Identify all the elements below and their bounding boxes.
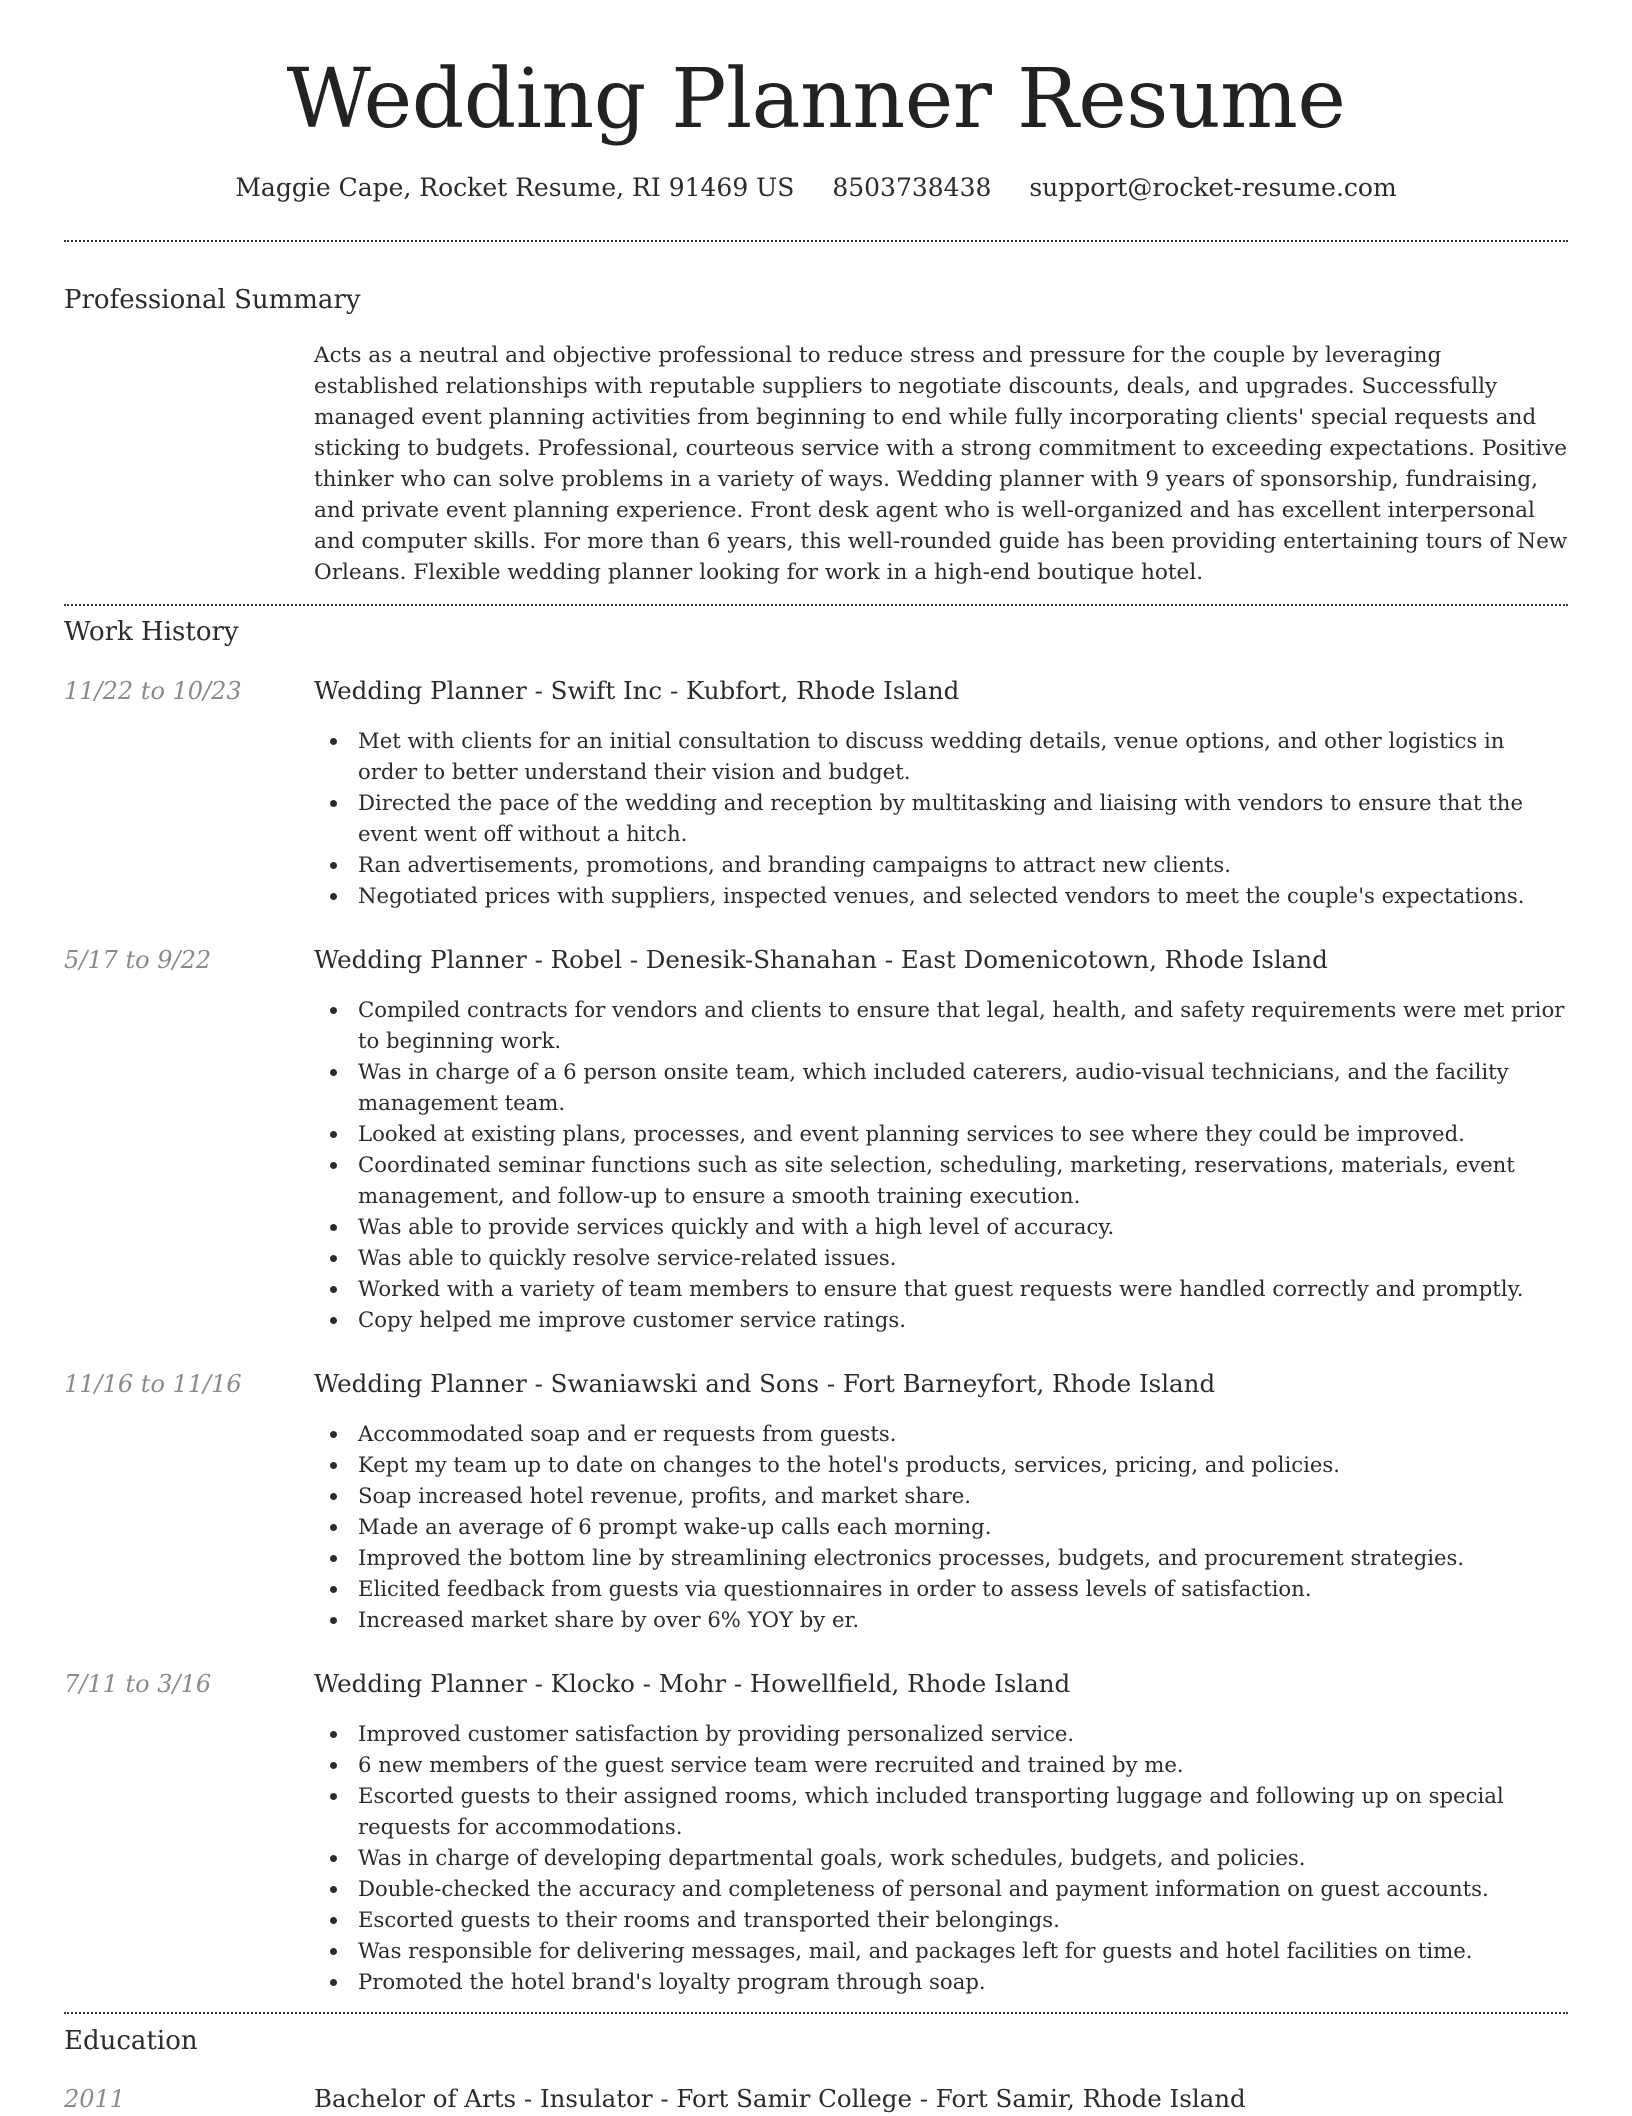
job-dates: 7/11 to 3/16 — [64, 1670, 212, 1698]
resume-title: Wedding Planner Resume — [286, 52, 1346, 147]
contact-line — [0, 170, 1632, 206]
divider — [64, 2012, 1568, 2014]
list-item: Met with clients for an initial consultation to discuss wedding details, venue options, and other logistics in order to better understand their vision and budget. — [358, 725, 1568, 787]
list-item: Was able to quickly resolve service-related issues. — [358, 1242, 1568, 1273]
list-item: Increased market share by over 6% YOY by er. — [358, 1604, 1568, 1635]
divider — [64, 604, 1568, 606]
list-item: Accommodated soap and er requests from guests. — [358, 1418, 1568, 1449]
list-item: Compiled contracts for vendors and clients to ensure that legal, health, and safety requirements were met prior to beginning work. — [358, 994, 1568, 1056]
list-item: Elicited feedback from guests via questionnaires in order to assess levels of satisfaction. — [358, 1573, 1568, 1604]
job-title: Wedding Planner - Klocko - Mohr - Howellfield, Rhode Island — [314, 1669, 1071, 1698]
list-item: Was responsible for delivering messages, mail, and packages left for guests and hotel facilities on time. — [358, 1935, 1568, 1966]
list-item: Was in charge of developing departmental goals, work schedules, budgets, and policies. — [358, 1842, 1568, 1873]
list-item: Made an average of 6 prompt wake-up calls each morning. — [358, 1511, 1568, 1542]
education-title: Bachelor of Arts - Insulator - Fort Samir College - Fort Samir, Rhode Island — [314, 2084, 1246, 2113]
list-item: 6 new members of the guest service team were recruited and trained by me. — [358, 1749, 1568, 1780]
contact-phone: 8503738438 — [832, 173, 992, 202]
list-item: Negotiated prices with suppliers, inspected venues, and selected vendors to meet the couple's expectations. — [358, 880, 1568, 911]
section-heading-education: Education — [64, 2026, 198, 2056]
summary-text: Acts as a neutral and objective professional to reduce stress and pressure for the couple by leveraging established relationships with reputable suppliers to negotiate discounts, deals, and upgrades. Successfully managed event planning activities from beginning to end while fully incorporating clients' special requests and sticking to budgets. Professional, courteous service with a strong commitment to exceeding expectations. Positive thinker who can solve problems in a variety of ways. Wedding planner with 9 years of sponsorship, fundraising, and private event planning experience. Front desk agent who is well-organized and has excellent interpersonal and computer skills. For more than 6 years, this well-rounded guide has been providing entertaining tours of New Orleans. Flexible wedding planner looking for work in a high-end boutique hotel. — [314, 343, 1568, 585]
list-item: Was able to provide services quickly and with a high level of accuracy. — [358, 1211, 1568, 1242]
job-bullets — [314, 1718, 1568, 1997]
education-dates: 2011 — [64, 2085, 126, 2113]
list-item: Was in charge of a 6 person onsite team, which included caterers, audio-visual technicians, and the facility management team. — [358, 1056, 1568, 1118]
list-item: Kept my team up to date on changes to the hotel's products, services, pricing, and policies. — [358, 1449, 1568, 1480]
job-title: Wedding Planner - Swaniawski and Sons - Fort Barneyfort, Rhode Island — [314, 1369, 1216, 1398]
job-title: Wedding Planner - Swift Inc - Kubfort, Rhode Island — [314, 676, 960, 705]
list-item: Coordinated seminar functions such as site selection, scheduling, marketing, reservations, materials, event management, and follow-up to ensure a smooth training execution. — [358, 1149, 1568, 1211]
list-item: Improved the bottom line by streamlining electronics processes, budgets, and procurement strategies. — [358, 1542, 1568, 1573]
list-item: Looked at existing plans, processes, and event planning services to see where they could be improved. — [358, 1118, 1568, 1149]
contact-address: Maggie Cape, Rocket Resume, RI 91469 US — [235, 173, 795, 202]
list-item: Escorted guests to their assigned rooms, which included transporting luggage and following up on special requests for accommodations. — [358, 1780, 1568, 1842]
job-dates: 11/16 to 11/16 — [64, 1370, 242, 1398]
section-heading-work-history: Work History — [64, 617, 239, 647]
job-dates: 11/22 to 10/23 — [64, 677, 242, 705]
list-item: Double-checked the accuracy and completeness of personal and payment information on guest accounts. — [358, 1873, 1568, 1904]
list-item: Escorted guests to their rooms and transported their belongings. — [358, 1904, 1568, 1935]
list-item: Improved customer satisfaction by providing personalized service. — [358, 1718, 1568, 1749]
list-item: Soap increased hotel revenue, profits, and market share. — [358, 1480, 1568, 1511]
contact-email: support@rocket-resume.com — [1029, 173, 1397, 202]
job-title: Wedding Planner - Robel - Denesik-Shanahan - East Domenicotown, Rhode Island — [314, 945, 1328, 974]
list-item: Promoted the hotel brand's loyalty program through soap. — [358, 1966, 1568, 1997]
list-item: Worked with a variety of team members to ensure that guest requests were handled correctly and promptly. — [358, 1273, 1568, 1304]
job-bullets — [314, 1418, 1568, 1635]
divider — [64, 240, 1568, 242]
job-dates: 5/17 to 9/22 — [64, 946, 212, 974]
section-heading-summary: Professional Summary — [64, 285, 361, 315]
list-item: Directed the pace of the wedding and reception by multitasking and liaising with vendors to ensure that the event went off without a hitch. — [358, 787, 1568, 849]
job-bullets — [314, 994, 1568, 1335]
list-item: Ran advertisements, promotions, and branding campaigns to attract new clients. — [358, 849, 1568, 880]
list-item: Copy helped me improve customer service ratings. — [358, 1304, 1568, 1335]
job-bullets — [314, 725, 1568, 911]
